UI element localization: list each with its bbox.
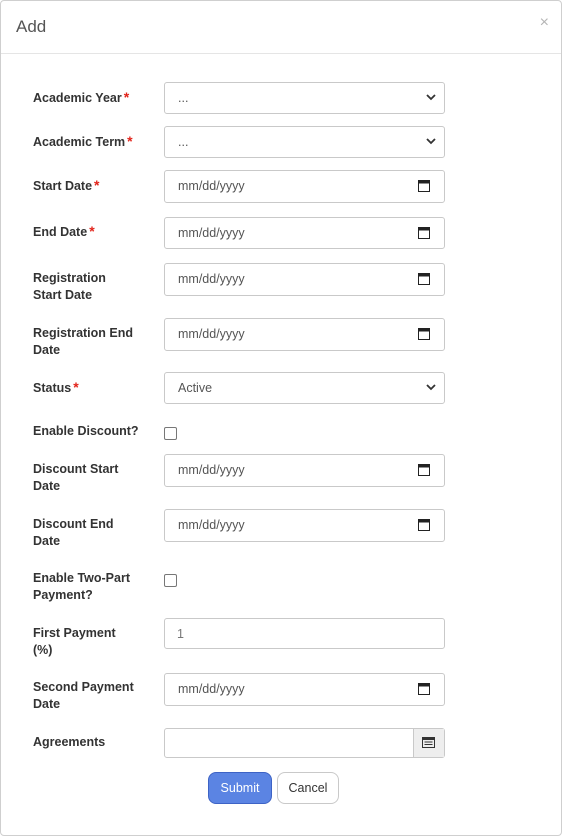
submit-button[interactable]: Submit <box>208 772 272 804</box>
second-payment-date-value: mm/dd/yyyy <box>178 682 245 696</box>
calendar-icon[interactable] <box>418 272 430 285</box>
registration-end-date-value: mm/dd/yyyy <box>178 327 245 341</box>
discount-start-date-value: mm/dd/yyyy <box>178 463 245 477</box>
label-line-1: Discount Start <box>33 462 119 476</box>
chevron-down-icon <box>424 90 438 104</box>
cancel-button[interactable]: Cancel <box>277 772 339 804</box>
discount-end-date-label <box>33 516 143 550</box>
status-value: Active <box>178 381 213 395</box>
chevron-down-icon <box>424 380 438 394</box>
status-select[interactable] <box>164 372 445 404</box>
calendar-icon[interactable] <box>418 518 430 531</box>
start-date-label-text: Start Date <box>33 179 93 193</box>
close-icon[interactable]: × <box>539 14 549 31</box>
academic-year-select[interactable] <box>164 82 445 114</box>
label-line-2: Date <box>33 697 61 711</box>
second-payment-date-label <box>33 679 143 713</box>
discount-start-date-label <box>33 461 143 495</box>
label-line-1: Enable Two-Part <box>33 571 131 585</box>
modal-title: Add <box>16 17 47 36</box>
calendar-icon[interactable] <box>418 179 430 192</box>
first-payment-placeholder: 1 <box>177 627 184 641</box>
label-line-2: Start Date <box>33 288 93 302</box>
discount-start-date-input[interactable] <box>164 454 445 487</box>
academic-year-label <box>33 89 143 107</box>
registration-end-date-input[interactable] <box>164 318 445 351</box>
discount-end-date-input[interactable] <box>164 509 445 542</box>
start-date-label <box>33 177 143 195</box>
list-icon <box>422 737 435 748</box>
chevron-down-icon <box>424 134 438 148</box>
discount-end-date-value: mm/dd/yyyy <box>178 518 245 532</box>
start-date-input[interactable] <box>164 170 445 203</box>
status-label <box>33 379 143 397</box>
academic-term-label <box>33 133 143 151</box>
enable-discount-checkbox[interactable] <box>164 427 177 440</box>
first-payment-input[interactable] <box>164 618 445 649</box>
label-line-1: Registration <box>33 271 106 285</box>
academic-term-value: ... <box>178 135 189 149</box>
academic-term-select[interactable] <box>164 126 445 158</box>
calendar-icon[interactable] <box>418 682 430 695</box>
start-date-value: mm/dd/yyyy <box>178 179 245 193</box>
agreements-picker-button[interactable] <box>413 729 444 757</box>
second-payment-date-input[interactable] <box>164 673 445 706</box>
label-line-1: First Payment <box>33 626 116 640</box>
end-date-label-text: End Date <box>33 225 88 239</box>
enable-discount-label: Enable Discount? <box>33 424 139 438</box>
registration-end-date-label <box>33 325 143 359</box>
label-line-2: Date <box>33 534 61 548</box>
required-marker: * <box>94 177 100 193</box>
registration-start-date-label <box>33 270 143 304</box>
academic-term-label-text: Academic Term <box>33 135 126 149</box>
label-line-2: Date <box>33 479 61 493</box>
calendar-icon[interactable] <box>418 327 430 340</box>
registration-start-date-value: mm/dd/yyyy <box>178 272 245 286</box>
required-marker: * <box>123 89 130 105</box>
label-line-1: Registration End <box>33 326 134 340</box>
label-line-2: (%) <box>33 643 53 657</box>
agreements-label: Agreements <box>33 735 106 749</box>
calendar-icon[interactable] <box>418 463 430 476</box>
end-date-value: mm/dd/yyyy <box>178 226 245 240</box>
label-line-2: Date <box>33 343 61 357</box>
status-label-text: Status <box>33 381 72 395</box>
registration-start-date-input[interactable] <box>164 263 445 296</box>
modal-header <box>1 1 561 54</box>
academic-year-value: ... <box>178 91 189 105</box>
end-date-input[interactable] <box>164 217 445 249</box>
enable-two-part-payment-label <box>33 570 143 604</box>
enable-two-part-payment-checkbox[interactable] <box>164 574 177 587</box>
agreements-input[interactable] <box>164 728 445 758</box>
first-payment-label <box>33 625 143 659</box>
required-marker: * <box>73 379 79 395</box>
end-date-label <box>33 223 143 241</box>
label-line-1: Discount End <box>33 517 114 531</box>
academic-year-label-text: Academic Year <box>33 91 122 105</box>
calendar-icon[interactable] <box>418 226 430 239</box>
required-marker: * <box>89 223 95 239</box>
label-line-1: Second Payment <box>33 680 134 694</box>
required-marker: * <box>127 133 133 149</box>
label-line-2: Payment? <box>33 588 93 602</box>
